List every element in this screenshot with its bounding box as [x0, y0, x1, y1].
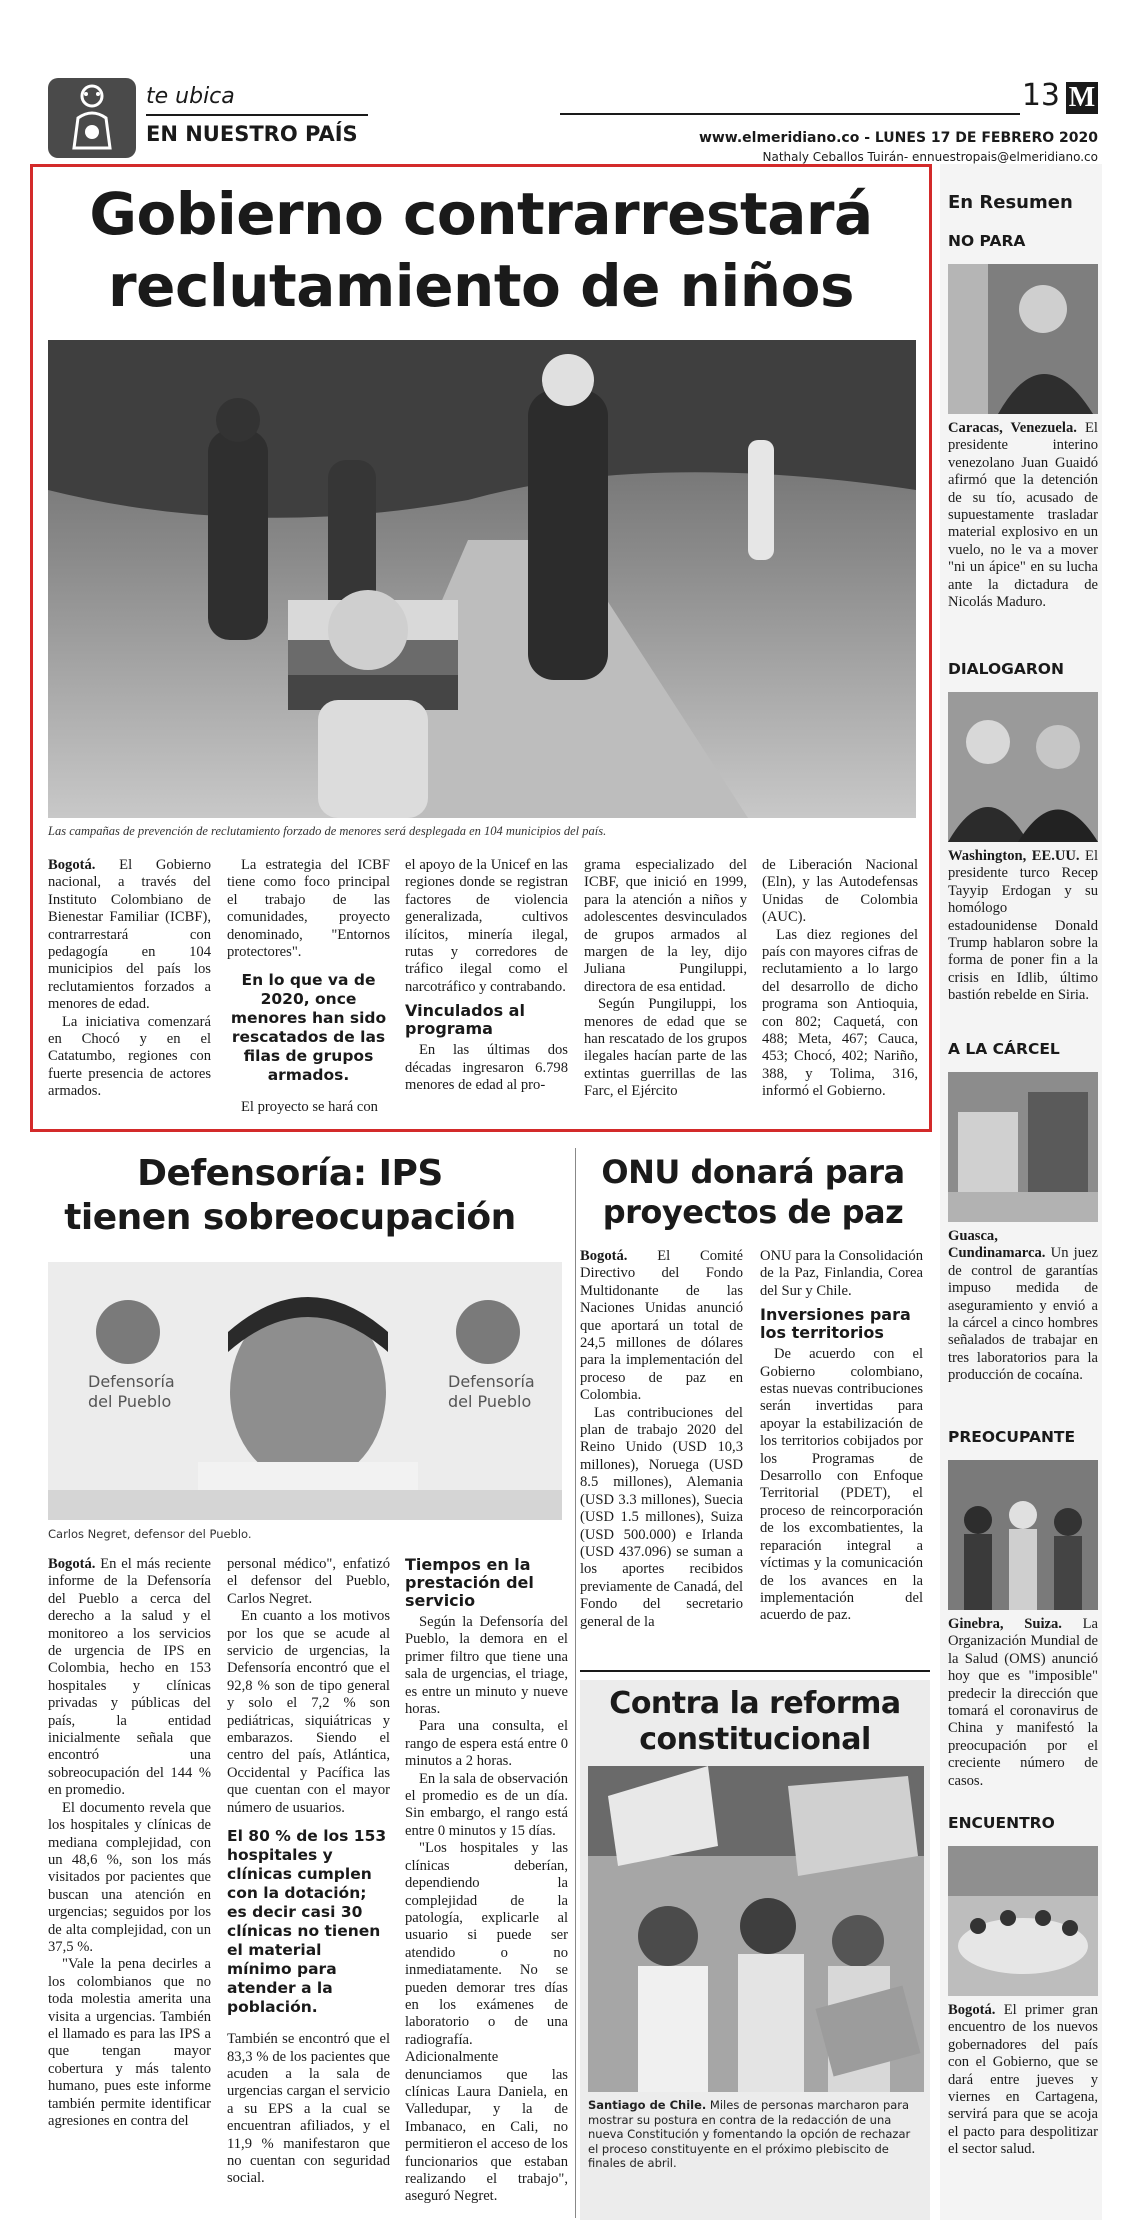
- chile-caption-lead: Santiago de Chile.: [588, 2098, 707, 2112]
- defensoria-pull-quote: El 80 % de los 153 hospitales y clínicas cumplen con la dotación; es decir casi 30 clínicas no tienen el material mínimo para atender a la población.: [227, 1827, 387, 2017]
- main-story-photo: [48, 340, 916, 818]
- sidebar-head-a-la-carcel: A LA CÁRCEL: [948, 1040, 1060, 1058]
- trump-erdogan-photo: [948, 692, 1098, 842]
- onu-bottom-rule: [580, 1670, 930, 1672]
- sidebar-head-dialogaron: DIALOGARON: [948, 660, 1064, 678]
- smiley-icon: [48, 78, 136, 158]
- sidebar-text-preocupante: Ginebra, Suiza. La Organización Mundial de la Salud (OMS) anunció hoy que es "imposible" predecir la dirección que tomará el coronavirus de China y manifestó la preocupación por el creciente número de casos.: [948, 1616, 1098, 1789]
- section-title: EN NUESTRO PAÍS: [146, 122, 358, 146]
- author-line: Nathaly Ceballos Tuirán- ennuestropais@elmeridiano.co: [762, 150, 1098, 164]
- main-col-3: el apoyo de la Unicef en las regiones donde se registran factores de violencia generalizada, cultivos ilícitos, minería ilegal, rutas y corredores de tráfico ilegal como el narcotráfico y contrabando. Vinculados al programa En las últimas dos décadas ingresaron 6.798 menores de edad al pro-: [405, 857, 568, 1094]
- main-col-5: de Liberación Nacional (Eln), y las Autodefensas Unidas de Colombia (AUC). Las diez regiones del país con mayores cifras de reclutamiento a lo largo del desarrollo de dicho programa son Antioquia, con 802; Caquetá, con 488; Meta, 467; Cauca, 453; Chocó, 402; Nariño, 388, y Tolima, 316, informó el Gobierno.: [762, 857, 918, 1100]
- photo-sign-right: Defensoría del Pueblo: [448, 1372, 535, 1411]
- main-headline-line1: Gobierno contrarrestará: [89, 180, 873, 248]
- onu-col-2: ONU para la Consolidación de la Paz, Finlandia, Corea del Sur y Chile. Inversiones para los territorios De acuerdo con el Gobierno colombiano, estas nuevas contribuciones serán invertidas para apoyar la estabilización de los territorios cobijados por los Programas de Desarrollo con Enfoque Territorial (PDET), el proceso de reincorporación de los excombatientes, la reparación integral a víctimas y la comunicación de los avances en la implementación del acuerdo de paz.: [760, 1248, 923, 1624]
- defensoria-subhead: Tiempos en la prestación del servicio: [405, 1555, 534, 1610]
- main-subhead: Vinculados al programa: [405, 1001, 525, 1039]
- section-kicker: te ubica: [146, 84, 235, 109]
- defensoria-col-1: Bogotá. En el más reciente informe de la Defensoría del Pueblo a cerca del derecho a la salud y el monitoreo a los servicios de urgencia de IPS en Colombia, hecho en 153 hospitales y clínicas privadas y públicas del país, la entidad inicialmente señala que encontró una sobreocupación del 144 % en promedio. El documento revela que los hospitales y clínicas de mediana complejidad, con un 48,6 %, son los más visitados por pacientes que buscan una atención en urgencias; seguidos por los de alta complejidad, con un 37,5 %. "Vale la pena decirles a los colombianos que no toda molestia amerita una visita a urgencias. También el llamado es para las IPS a que tengan mayor cobertura y más talento humano, pues este informe también permite identificar agresiones en contra del: [48, 1556, 211, 2129]
- defensoria-col-2: personal médico", enfatizó el defensor del Pueblo, Carlos Negret. En cuanto a los motivos por los que se acude al servicio de urgencias, la Defensoría encontró que el 92,8 % son de tipo general y solo el 7,2 % son pediátricas, siquiátricas y embarazos. Siendo el centro del país, Atlántica, Occidental y Pacífica las que cuentan con el mayor número de usuarios. El 80 % de los 153 hospitales y clínicas cumplen con la dotación; es decir casi 30 clínicas no tienen el material mínimo para atender a la población. También se encontró que el 83,3 % de los pacientes que acuden a la sala de urgencias cargan el servicio a su EPS a la cual se encuentran afiliados, y el 11,9 % manifestaron que no cuentan con seguridad social.: [227, 1556, 390, 2187]
- onu-col-1: Bogotá. El Comité Directivo del Fondo Multidonante de las Naciones Unidas anunció que aportará un total de 24,5 millones de dólares para la implementación del proceso de paz en Colombia. Las contribuciones del plan de trabajo 2020 del Reino Unido (USD 10,3 millones), Noruega (USD 8.5 millones), Alemania (USD 3.3 millones), Suecia (USD 1.5 millones), Suiza (USD 500.000) e Irlanda (USD 437.096) se suman a los aportes recibidos previamente de Canadá, del Fondo del secretario general de la: [580, 1248, 743, 1630]
- geneva-crowd-photo: [948, 1460, 1098, 1610]
- section-logo-box: [48, 78, 136, 158]
- header-rule: [560, 113, 1020, 115]
- sidebar-text-encuentro: Bogotá. El primer gran encuentro de los nuevos gobernadores del país con el Gobierno, que se dará entre jueves y viernes en Cartagena, servirá para que se acoja el pacto para despolitizar el sector salud.: [948, 2002, 1098, 2158]
- main-headline-line2: reclutamiento de niños: [108, 252, 854, 320]
- site-date: www.elmeridiano.co - LUNES 17 DE FEBRERO 2020: [698, 130, 1098, 146]
- sidebar-text-a-la-carcel: Guasca, Cundinamarca. Un juez de control de garantías impuso medida de aseguramiento y envió a la cárcel a cinco hombres señalados de trabajar en tres laboratorios para la producción de cocaína.: [948, 1228, 1098, 1384]
- main-col-1: Bogotá. El Gobierno nacional, a través del Instituto Colombiano de Bienestar Familiar (ICBF), contrarrestará con pedagogía en 104 municipios del país los reclutamientos forzados a menores de edad. La iniciativa comenzará en Chocó y en el Catatumbo, regiones con fuerte presencia de actores armados.: [48, 857, 211, 1100]
- photo-sign-left: Defensoría del Pueblo: [88, 1372, 175, 1411]
- defensoria-col-3: Tiempos en la prestación del servicio Según la Defensoría del Pueblo, la demora en el primer filtro que tiene una sala de urgencias, el triage, es entre un minuto y nueve horas. Para una consulta, el rango de espera está entre 0 minutos a 2 horas. En la sala de observación el promedio es de un día. Sin embargo, el rango está entre 0 minutos y 15 días. "Los hospitales y las clínicas deberían, dependiendo la complejidad de la patología, explicarle al usuario si puede ser atendido o no inmediatamente. No se pueden demorar tres días en los exámenes de laboratorio o de una radiografía. Adicionalmente denunciamos que las clínicas Laura Daniela, en Valledupar, y la de Imbanaco, en Cali, no permitieron el acceso de los funcionarios que estaban realizando el trabajo", aseguró Negret.: [405, 1555, 568, 2205]
- main-col-2: La estrategia del ICBF tiene como foco principal el trabajo de las comunidades, proyecto denominado, "Entornos protectores". En lo que va de 2020, once menores han sido rescatados de las filas de grupos armados. El proyecto se hará con: [227, 857, 390, 1116]
- main-col-4: grama especializado del ICBF, que inició en 1999, para la atención a niños y adolescentes desvinculados de grupos armados al margen de la ley, dijo Juliana Pungiluppi, directora de esa entidad. Según Pungiluppi, los menores de edad que se han rescatado de los grupos ilegales hacían parte de las extintas guerrillas de las Farc, el Ejército: [584, 857, 747, 1100]
- sidebar-head-encuentro: ENCUENTRO: [948, 1814, 1055, 1832]
- column-divider: [575, 1148, 576, 2218]
- chile-photo: [588, 1766, 924, 2092]
- sidebar-title: En Resumen: [948, 192, 1073, 213]
- sidebar-text-dialogaron: Washington, EE.UU. El presidente turco Recep Tayyip Erdogan y su homólogo estadounidense Donald Trump hablaron sobre la forma de poner fin a la crisis en Idlib, último bastión rebelde en Siria.: [948, 848, 1099, 1004]
- dateline: Bogotá.: [48, 857, 96, 873]
- laboratory-photo: [948, 1072, 1098, 1222]
- page-number: 13: [1021, 78, 1060, 113]
- sidebar-head-no-para: NO PARA: [948, 232, 1026, 250]
- meridiano-logo: M: [1066, 82, 1098, 114]
- defensoria-caption: Carlos Negret, defensor del Pueblo.: [48, 1527, 252, 1541]
- main-pull-quote: En lo que va de 2020, once menores han sido rescatados de las filas de grupos armados.: [230, 971, 387, 1085]
- sidebar-head-preocupante: PREOCUPANTE: [948, 1428, 1076, 1446]
- chile-caption: Santiago de Chile. Miles de personas marcharon para mostrar su postura en contra de la redacción de una nueva Constitución y fomentando la opción de rechazar el proceso constituyente en el próximo plebiscito de finales de abril.: [588, 2098, 911, 2170]
- section-rule: [146, 114, 368, 116]
- onu-headline-line2: proyectos de paz: [602, 1193, 904, 1231]
- sidebar-text-no-para: Caracas, Venezuela. El presidente interino venezolano Juan Guaidó afirmó que la detención de su tío, acusado de supuestamente trasladar material explosivo en un vuelo, no le va a mover "ni un ápice" en su lucha ante la dictadura de Nicolás Maduro.: [948, 420, 1098, 611]
- defensoria-headline-line2: tienen sobreocupación: [64, 1197, 516, 1238]
- onu-subhead: Inversiones para los territorios: [760, 1305, 911, 1343]
- main-story-caption: Las campañas de prevención de reclutamiento forzado de menores será desplegada en 104 municipios del país.: [48, 824, 607, 838]
- governors-meeting-photo: [948, 1846, 1098, 1996]
- dateline: Bogotá.: [48, 1556, 96, 1572]
- dateline: Bogotá.: [580, 1248, 628, 1264]
- chile-headline-line2: constitucional: [639, 1722, 871, 1757]
- guaido-photo: [948, 264, 1098, 414]
- defensoria-photo: [48, 1262, 562, 1520]
- defensoria-headline-line1: Defensoría: IPS: [137, 1153, 443, 1194]
- chile-headline-line1: Contra la reforma: [609, 1686, 901, 1721]
- onu-headline-line1: ONU donará para: [601, 1153, 905, 1191]
